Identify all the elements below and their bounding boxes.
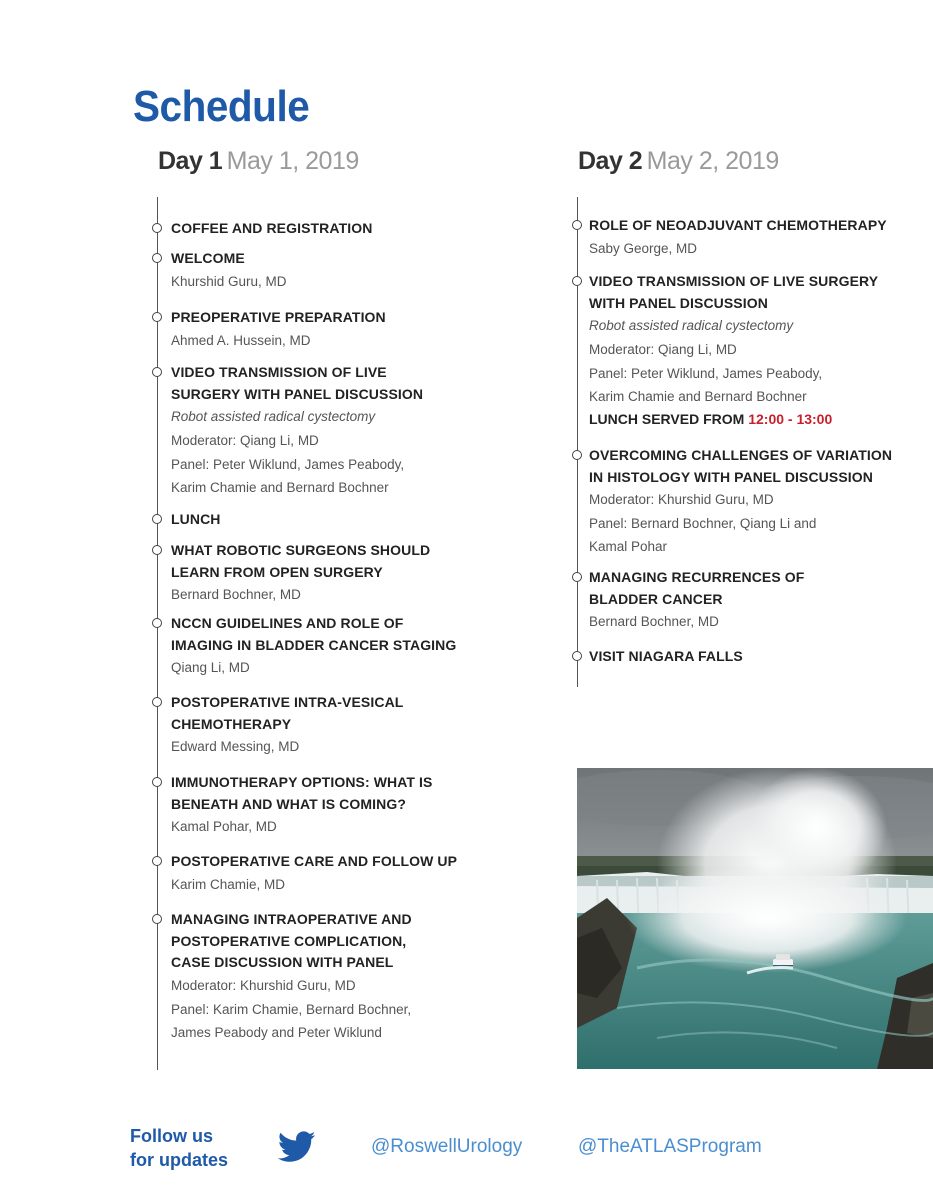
event-body [589,445,892,557]
atlas-program-handle[interactable]: @TheATLASProgram [578,1136,762,1157]
timeline-dot-icon [572,572,582,582]
event-body [171,509,221,531]
event-title: VISIT NIAGARA FALLS [589,648,743,664]
day2-timeline [577,197,578,687]
timeline-dot-icon [152,312,162,322]
event-detail: Ahmed A. Hussein, MD [171,332,311,348]
timeline-dot-icon [152,914,162,924]
timeline-dot-icon [152,514,162,524]
event-title: MANAGING INTRAOPERATIVE AND [171,911,412,927]
event-title: SURGERY WITH PANEL DISCUSSION [171,385,424,402]
event-body [589,215,887,261]
event-title: COFFEE AND REGISTRATION [171,220,373,236]
event-body [171,692,403,759]
event-title: CHEMOTHERAPY [171,715,292,732]
event-detail: Khurshid Guru, MD [171,273,287,289]
event-body [171,540,430,607]
event-body [589,646,743,668]
event-title: POSTOPERATIVE CARE AND FOLLOW UP [171,853,458,869]
event-title: CASE DISCUSSION WITH PANEL [171,954,394,970]
day2-date: May 2, 2019 [646,147,779,175]
roswell-urology-handle[interactable]: @RoswellUrology [371,1136,523,1157]
event-detail: Kamal Pohar [589,539,668,554]
niagara-falls-photo [577,768,933,1069]
follow-line1: Follow us [130,1126,213,1146]
event-detail: Karim Chamie and Bernard Bochner [171,480,389,495]
event-detail: Bernard Bochner, MD [589,614,719,629]
event-title: MANAGING RECURRENCES OF [589,569,805,585]
event-detail: Edward Messing, MD [171,739,300,754]
event-detail: Kamal Pohar, MD [171,819,277,834]
follow-line2: for updates [130,1150,229,1170]
event-body [171,248,287,294]
event-body [171,218,372,240]
page-title: Schedule [133,82,310,131]
event-title: VIDEO TRANSMISSION OF LIVE [171,364,387,380]
event-body [171,772,432,839]
timeline-dot-icon [152,545,162,555]
day1-label: Day 1 [158,147,223,175]
event-detail: Bernard Bochner, MD [171,587,301,602]
event-title: PREOPERATIVE PREPARATION [171,309,386,325]
event-title: BENEATH AND WHAT IS COMING? [171,795,406,812]
event-title: WHAT ROBOTIC SURGEONS SHOULD [171,542,431,558]
timeline-dot-icon [152,618,162,628]
day1-date: May 1, 2019 [226,147,359,175]
event-detail: Panel: Peter Wiklund, James Peabody, [589,366,823,381]
lunch-label: LUNCH SERVED FROM [589,411,749,427]
event-body [171,851,457,897]
event-body [171,307,386,353]
event-detail: Karim Chamie and Bernard Bochner [589,389,807,404]
timeline-dot-icon [572,651,582,661]
event-body [171,613,456,680]
timeline-dot-icon [572,220,582,230]
event-title: WELCOME [171,250,245,266]
event-detail: Moderator: Khurshid Guru, MD [171,977,356,993]
event-detail: Moderator: Khurshid Guru, MD [589,492,774,507]
event-body [589,271,878,431]
event-detail: Moderator: Qiang Li, MD [171,433,319,448]
twitter-bird-icon[interactable] [278,1131,316,1163]
event-title: IMMUNOTHERAPY OPTIONS: WHAT IS [171,774,433,790]
event-title: POSTOPERATIVE COMPLICATION, [171,932,407,949]
lunch-time: 12:00 - 13:00 [748,411,833,427]
event-body [171,909,412,1043]
event-title: BLADDER CANCER [589,590,723,607]
timeline-dot-icon [152,697,162,707]
event-title: LEARN FROM OPEN SURGERY [171,563,383,580]
timeline-dot-icon [152,223,162,233]
event-title: NCCN GUIDELINES AND ROLE OF [171,615,404,631]
day2-header [578,147,779,176]
follow-us-text [130,1124,228,1172]
event-body [171,362,423,498]
day1-header [158,147,359,176]
event-body [589,567,804,634]
event-detail: James Peabody and Peter Wiklund [171,1024,382,1040]
event-title: IMAGING IN BLADDER CANCER STAGING [171,636,457,653]
event-detail: Karim Chamie, MD [171,876,286,892]
timeline-dot-icon [152,777,162,787]
event-title: OVERCOMING CHALLENGES OF VARIATION [589,447,893,463]
timeline-dot-icon [152,856,162,866]
event-title: VIDEO TRANSMISSION OF LIVE SURGERY [589,273,879,289]
event-detail: Qiang Li, MD [171,660,250,675]
event-detail: Moderator: Qiang Li, MD [589,342,737,357]
timeline-dot-icon [572,450,582,460]
event-title: ROLE OF NEOADJUVANT CHEMOTHERAPY [589,217,887,233]
event-detail: Panel: Bernard Bochner, Qiang Li and [589,516,817,531]
timeline-dot-icon [152,253,162,263]
event-subtitle: Robot assisted radical cystectomy [171,409,376,424]
event-subtitle: Robot assisted radical cystectomy [589,318,794,333]
lunch-note [589,407,878,431]
event-title: POSTOPERATIVE INTRA-VESICAL [171,694,404,710]
timeline-dot-icon [572,276,582,286]
event-detail: Panel: Karim Chamie, Bernard Bochner, [171,1001,412,1017]
event-title: LUNCH [171,511,221,527]
day2-label: Day 2 [578,147,643,175]
timeline-dot-icon [152,367,162,377]
event-title: IN HISTOLOGY WITH PANEL DISCUSSION [589,468,873,485]
event-detail: Panel: Peter Wiklund, James Peabody, [171,457,405,472]
event-detail: Saby George, MD [589,240,698,256]
event-title: WITH PANEL DISCUSSION [589,294,768,311]
day1-timeline [157,197,158,1070]
